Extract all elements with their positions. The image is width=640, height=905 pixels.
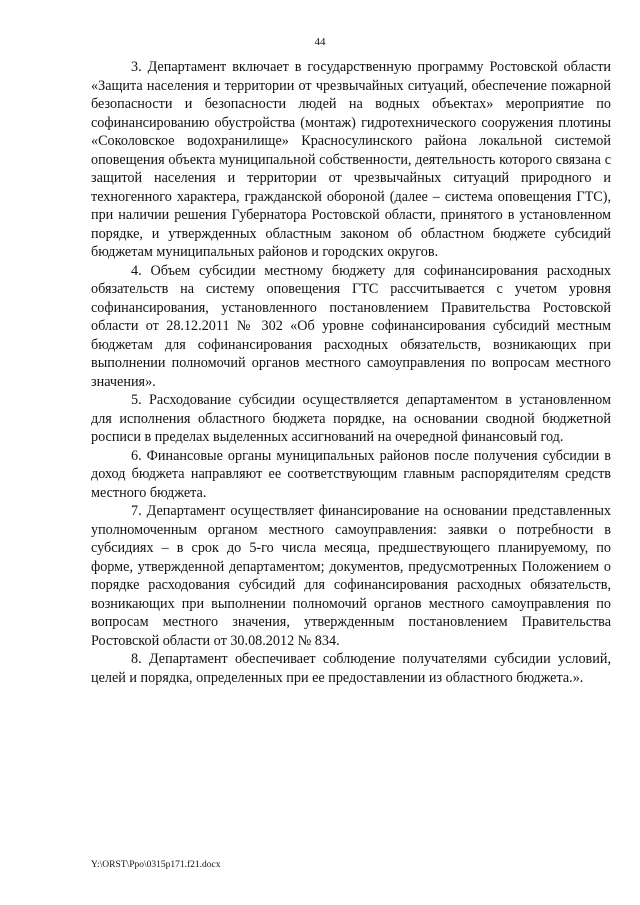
paragraph-3: 3. Департамент включает в государственную программу Ростовской области «Защита населения и территории от чрезвычайных ситуаций, обеспечение пожарной безопасности и безопасности людей на водных объектах» мероприятие по софинансированию обустройства (монтаж) гидротехнического сооружения плотины «Соколовское водохранилище» Красносулинского района локальной системой оповещения объекта муниципальной собственности, деятельность которого связана с защитой населения и территории от чрезвычайных ситуаций природного и техногенного характера, гражданской обороной (далее – система оповещения ГТС), при наличии решения Губернатора Ростовской области, принятого в установленном порядке, и утвержденных областным законом об областном бюджете субсидий бюджетам муниципальных районов и городских округов. [91, 59, 611, 260]
document-body [91, 58, 611, 687]
footer-file-path: Y:\ORST\Ppo\0315p171.f21.docx [91, 860, 221, 870]
paragraph-4: 4. Объем субсидии местному бюджету для софинансирования расходных обязательств на систему оповещения ГТС рассчитывается с учетом уровня софинансирования, установленного постановлением Правительства Ростовской области от 28.12.2011 № 302 «Об уровне софинансирования субсидий местным бюджетам для софинансирования расходных обязательств, возникающих при выполнении полномочий органов местного самоуправления по вопросам местного значения». [91, 262, 611, 390]
page-number: 44 [314, 36, 326, 48]
paragraph-6: 6. Финансовые органы муниципальных районов после получения субсидии в доход бюджета направляют ее соответствующим главным распорядителям средств местного бюджета. [91, 447, 611, 501]
paragraph-7: 7. Департамент осуществляет финансирование на основании представленных уполномоченным органом местного самоуправления: заявки о потребности в субсидиях – в срок до 5-го числа месяца, предшествующего планируемому, по форме, утвержденной департаментом; документов, предусмотренных Положением о порядке расходования субсидий для софинансирования расходных обязательств, возникающих при выполнении полномочий органов местного самоуправления по вопросам местного значения, утвержденным постановлением Правительства Ростовской области от 30.08.2012 № 834. [91, 503, 611, 649]
paragraph-8: 8. Департамент обеспечивает соблюдение получателями субсидии условий, целей и порядка, определенных при ее предоставлении из областного бюджета.». [91, 651, 611, 686]
paragraph-5: 5. Расходование субсидии осуществляется департаментом в установленном для исполнения областного бюджета порядке, на основании сводной бюджетной росписи в пределах выделенных ассигнований на очередной финансовый год. [91, 392, 611, 445]
